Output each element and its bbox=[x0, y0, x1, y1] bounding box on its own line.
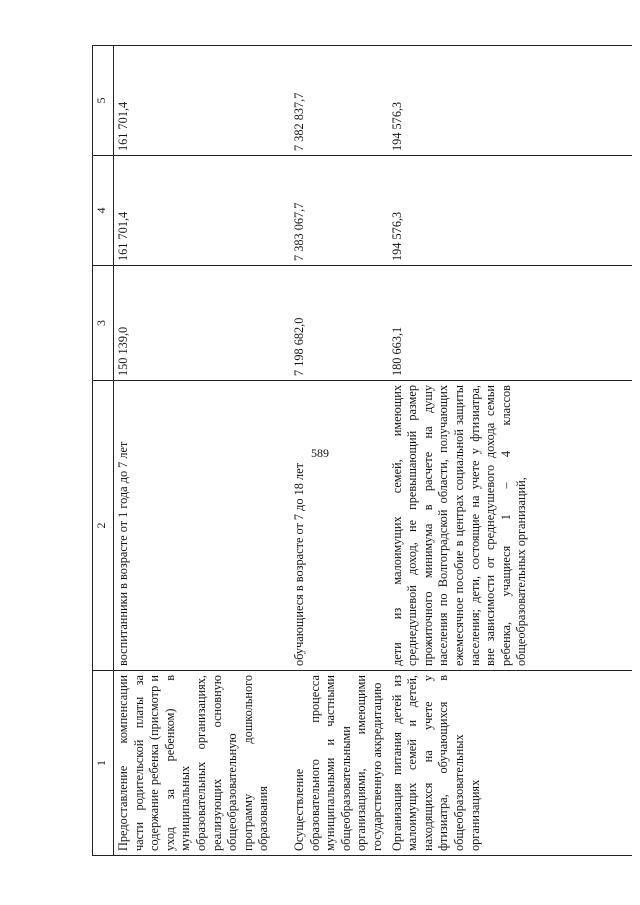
row-recipients: воспитанники в возрасте от 1 года до 7 лет bbox=[114, 381, 291, 671]
table-row bbox=[388, 46, 632, 856]
row-value-col3: 180 663,1 bbox=[388, 266, 632, 381]
row-value-col5: 161 701,4 bbox=[114, 46, 291, 156]
row-value-col4: 161 701,4 bbox=[114, 156, 291, 266]
row-activity: Предоставление компенсации части родительской платы за содержание ребенка (присмотр и уход за ребенком) в муниципальных образовательных организациях, реализующих основную общеобразовательную программу дошкольного образования bbox=[114, 671, 291, 856]
header-col-2: 2 bbox=[93, 381, 114, 671]
row-value-col4: 194 576,3 bbox=[388, 156, 632, 266]
page-number: 589 bbox=[311, 446, 329, 460]
header-col-5: 5 bbox=[93, 46, 114, 156]
row-value-col3: 150 139,0 bbox=[114, 266, 291, 381]
header-col-1: 1 bbox=[93, 671, 114, 856]
header-col-3: 3 bbox=[93, 266, 114, 381]
header-col-4: 4 bbox=[93, 156, 114, 266]
row-activity: Организация питания детей из малоимущих семей и детей, находящихся на учете у фтизиатра, обучающихся в общеобразовательных организациях bbox=[388, 671, 632, 856]
row-recipients: дети из малоимущих семей, имеющих среднедушевой доход, не превышающий размер прожиточного минимума в расчете на душу населения по Волгоградской области, получающих ежемесячное пособие в центрах социальной защиты населения; дети, состоящие на учете у фтизиатра, вне зависимости от среднедушевого дохода семьи ребенка, учащиеся 1 – 4 классов общеобразовательных организаций, bbox=[388, 381, 632, 671]
row-value-col3: 7 198 682,0 bbox=[290, 266, 388, 381]
table-row bbox=[290, 46, 388, 856]
row-value-col4: 7 383 067,7 bbox=[290, 156, 388, 266]
table-header-row bbox=[93, 46, 114, 856]
budget-table bbox=[92, 45, 632, 856]
row-value-col5: 194 576,3 bbox=[388, 46, 632, 156]
row-activity: Осуществление образовательного процесса муниципальными и частными общеобразовательными организациями, имеющими государственную аккредитацию bbox=[290, 671, 388, 856]
row-value-col5: 7 382 837,7 bbox=[290, 46, 388, 156]
row-recipients: обучающиеся в возрасте от 7 до 18 лет bbox=[290, 381, 388, 671]
rotated-table-sheet bbox=[92, 46, 640, 856]
table-row bbox=[114, 46, 291, 856]
